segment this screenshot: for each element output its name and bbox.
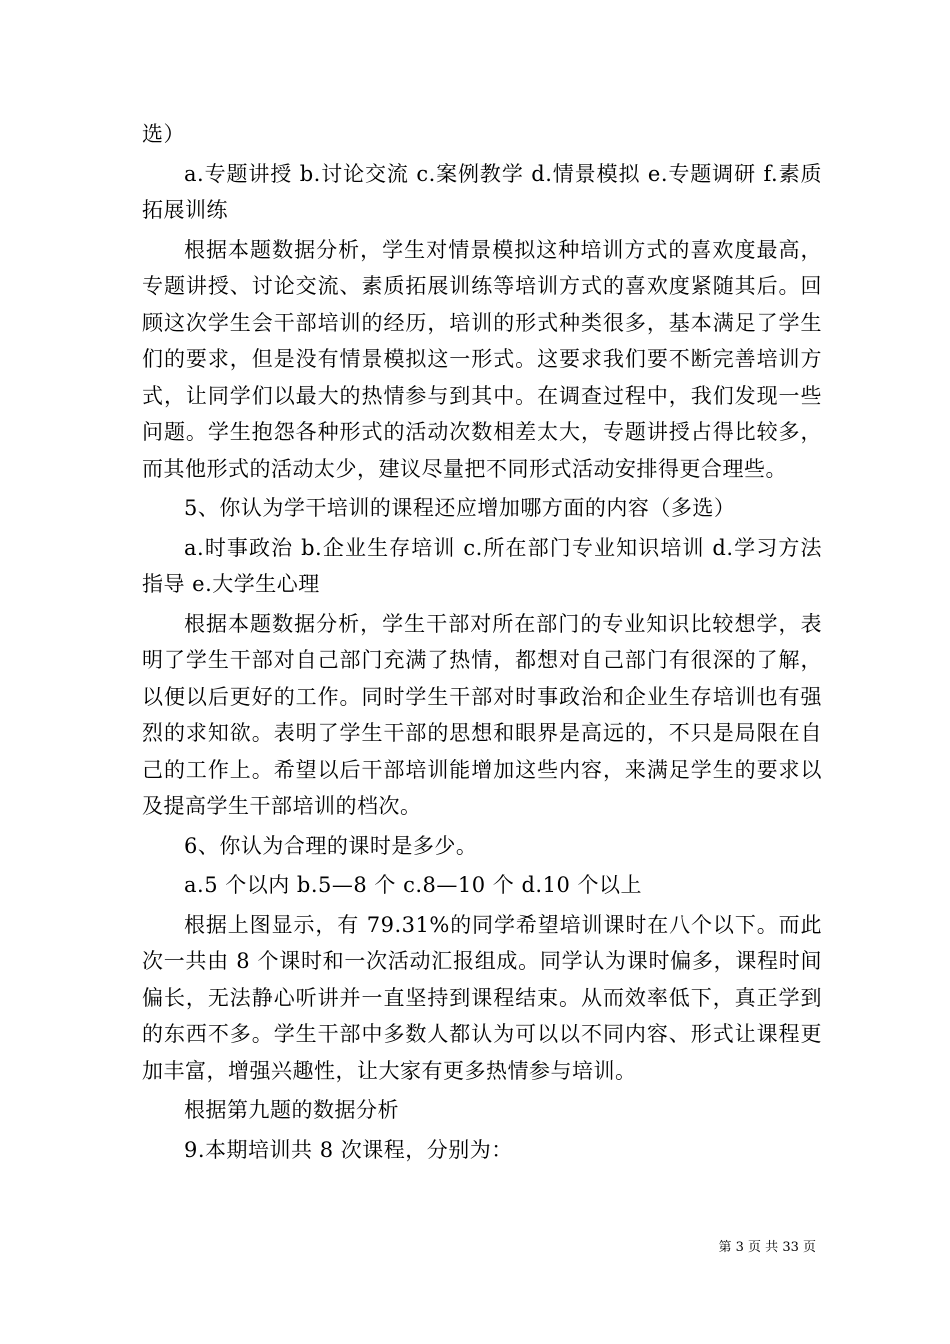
question-9: 9.本期培训共 8 次课程，分别为： (184, 1137, 513, 1162)
document-body (142, 116, 822, 1168)
options-q6: a.5 个以内 b.5—8 个 c.8—10 个 d.10 个以上 (184, 873, 642, 897)
page-number: 第 3 页 共 33 页 (718, 1240, 816, 1255)
options-q4: a.专题讲授 b.讨论交流 c.案例教学 d.情景模拟 e.专题调研 f.素质拓展训练 (142, 161, 822, 222)
section-heading-q9: 根据第九题的数据分析 (184, 1098, 399, 1122)
paragraph-continuation: 选） (142, 122, 185, 146)
analysis-q5: 根据本题数据分析，学生干部对所在部门的专业知识比较想学，表明了学生干部对自己部门充满了热情，都想对自己部门有很深的了解，以便以后更好的工作。同时学生干部对时事政治和企业生存培训也有强烈的求知欲。表明了学生干部的思想和眼界是高远的，不只是局限在自己的工作上。希望以后干部培训能增加这些内容，来满足学生的要求以及提高学生干部培训的档次。 (142, 611, 822, 818)
question-5: 5、你认为学干培训的课程还应增加哪方面的内容（多选） (184, 496, 736, 520)
analysis-q6: 根据上图显示，有 79.31%的同学希望培训课时在八个以下。而此次一共由 8 个课时和一次活动汇报组成。同学认为课时偏多，课程时间偏长，无法静心听讲并一直坚持到课程结束。从而效率低下，真正学到的东西不多。学生干部中多数人都认为可以以不同内容、形式让课程更加丰富，增强兴趣性，让大家有更多热情参与培训。 (142, 912, 822, 1083)
options-q5: a.时事政治 b.企业生存培训 c.所在部门专业知识培训 d.学习方法指导 e.大学生心理 (142, 535, 822, 596)
analysis-q4: 根据本题数据分析，学生对情景模拟这种培训方式的喜欢度最高，专题讲授、讨论交流、素质拓展训练等培训方式的喜欢度紧随其后。回顾这次学生会干部培训的经历，培训的形式种类很多，基本满足了学生们的要求，但是没有情景模拟这一形式。这要求我们要不断完善培训方式，让同学们以最大的热情参与到其中。在调查过程中，我们发现一些问题。学生抱怨各种形式的活动次数相差太大，专题讲授占得比较多，而其他形式的活动太少，建议尽量把不同形式活动安排得更合理些。 (142, 237, 822, 481)
question-6: 6、你认为合理的课时是多少。 (184, 833, 478, 858)
